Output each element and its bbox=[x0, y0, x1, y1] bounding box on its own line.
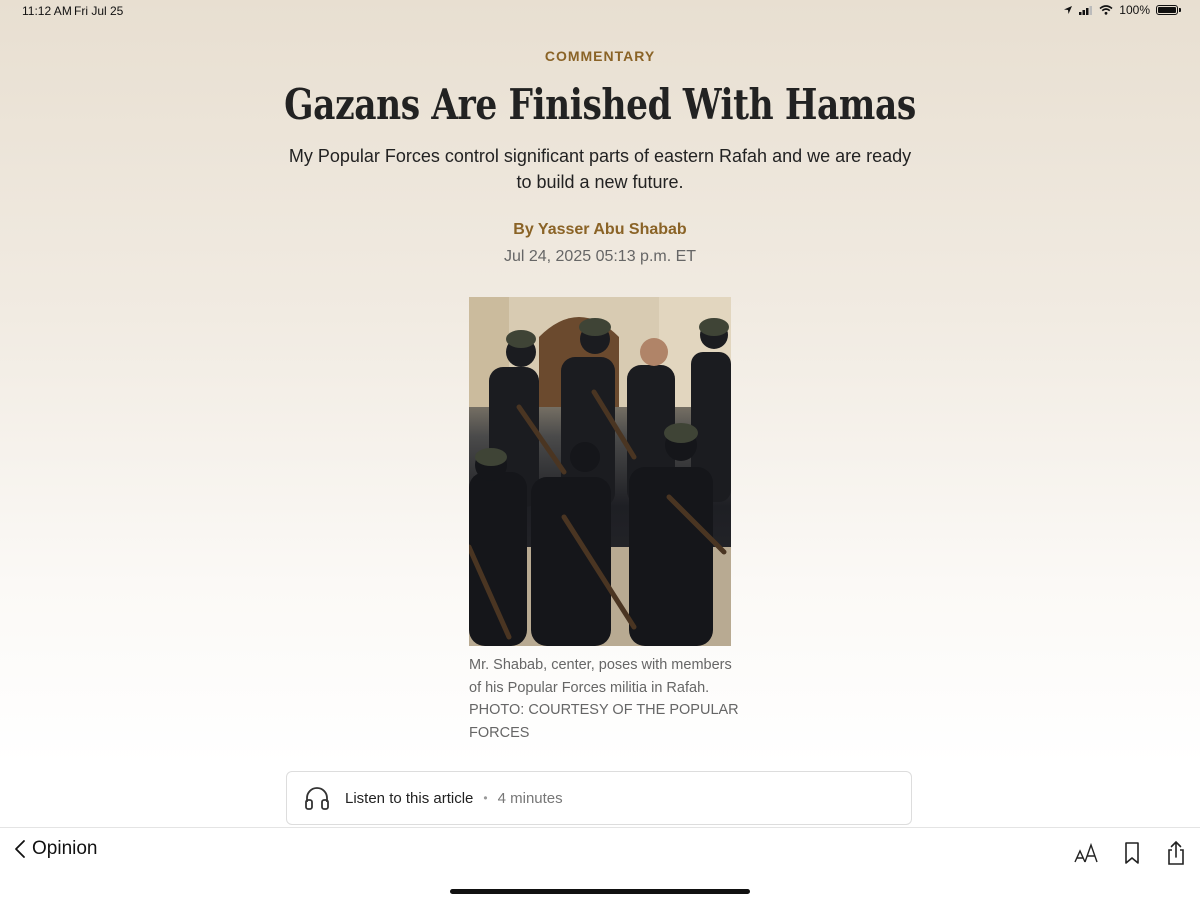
home-indicator[interactable] bbox=[450, 889, 750, 894]
bottom-toolbar bbox=[0, 827, 1200, 900]
listen-separator: • bbox=[483, 791, 488, 805]
share-icon[interactable] bbox=[1163, 840, 1189, 866]
listen-label: Listen to this article bbox=[345, 789, 474, 807]
article-photo[interactable] bbox=[469, 297, 731, 646]
back-button[interactable] bbox=[14, 838, 98, 860]
status-date: Fri Jul 25 bbox=[74, 4, 124, 18]
battery-percent: 100% bbox=[1119, 3, 1150, 17]
article-kicker[interactable]: COMMENTARY bbox=[544, 48, 656, 64]
article-dek: My Popular Forces control significant parts of eastern Rafah and we are ready to build a new future. bbox=[288, 146, 912, 192]
back-label: Opinion bbox=[32, 838, 98, 859]
signal-icon bbox=[1079, 5, 1093, 15]
photo-caption: Mr. Shabab, center, poses with members of his Popular Forces militia in Rafah. PHOTO: COURTESY OF THE POPULAR FORCES bbox=[469, 657, 739, 741]
status-bar bbox=[0, 0, 1200, 22]
status-time: 11:12 AM bbox=[22, 4, 72, 18]
headphones-icon bbox=[303, 784, 331, 812]
listen-duration: 4 minutes bbox=[497, 789, 563, 807]
article-dateline: Jul 24, 2025 05:13 p.m. ET bbox=[503, 248, 697, 265]
photo-illustration bbox=[469, 297, 731, 646]
listen-to-article-button[interactable] bbox=[286, 771, 912, 825]
bookmark-icon[interactable] bbox=[1119, 840, 1145, 866]
text-size-icon[interactable] bbox=[1073, 840, 1099, 866]
status-indicators bbox=[1063, 3, 1178, 17]
chevron-left-icon bbox=[14, 839, 26, 859]
location-icon bbox=[1063, 5, 1073, 15]
battery-icon bbox=[1156, 5, 1178, 15]
article-byline[interactable]: By Yasser Abu Shabab bbox=[513, 221, 687, 238]
wifi-icon bbox=[1099, 5, 1113, 15]
article-headline: Gazans Are Finished With Hamas bbox=[284, 80, 916, 129]
